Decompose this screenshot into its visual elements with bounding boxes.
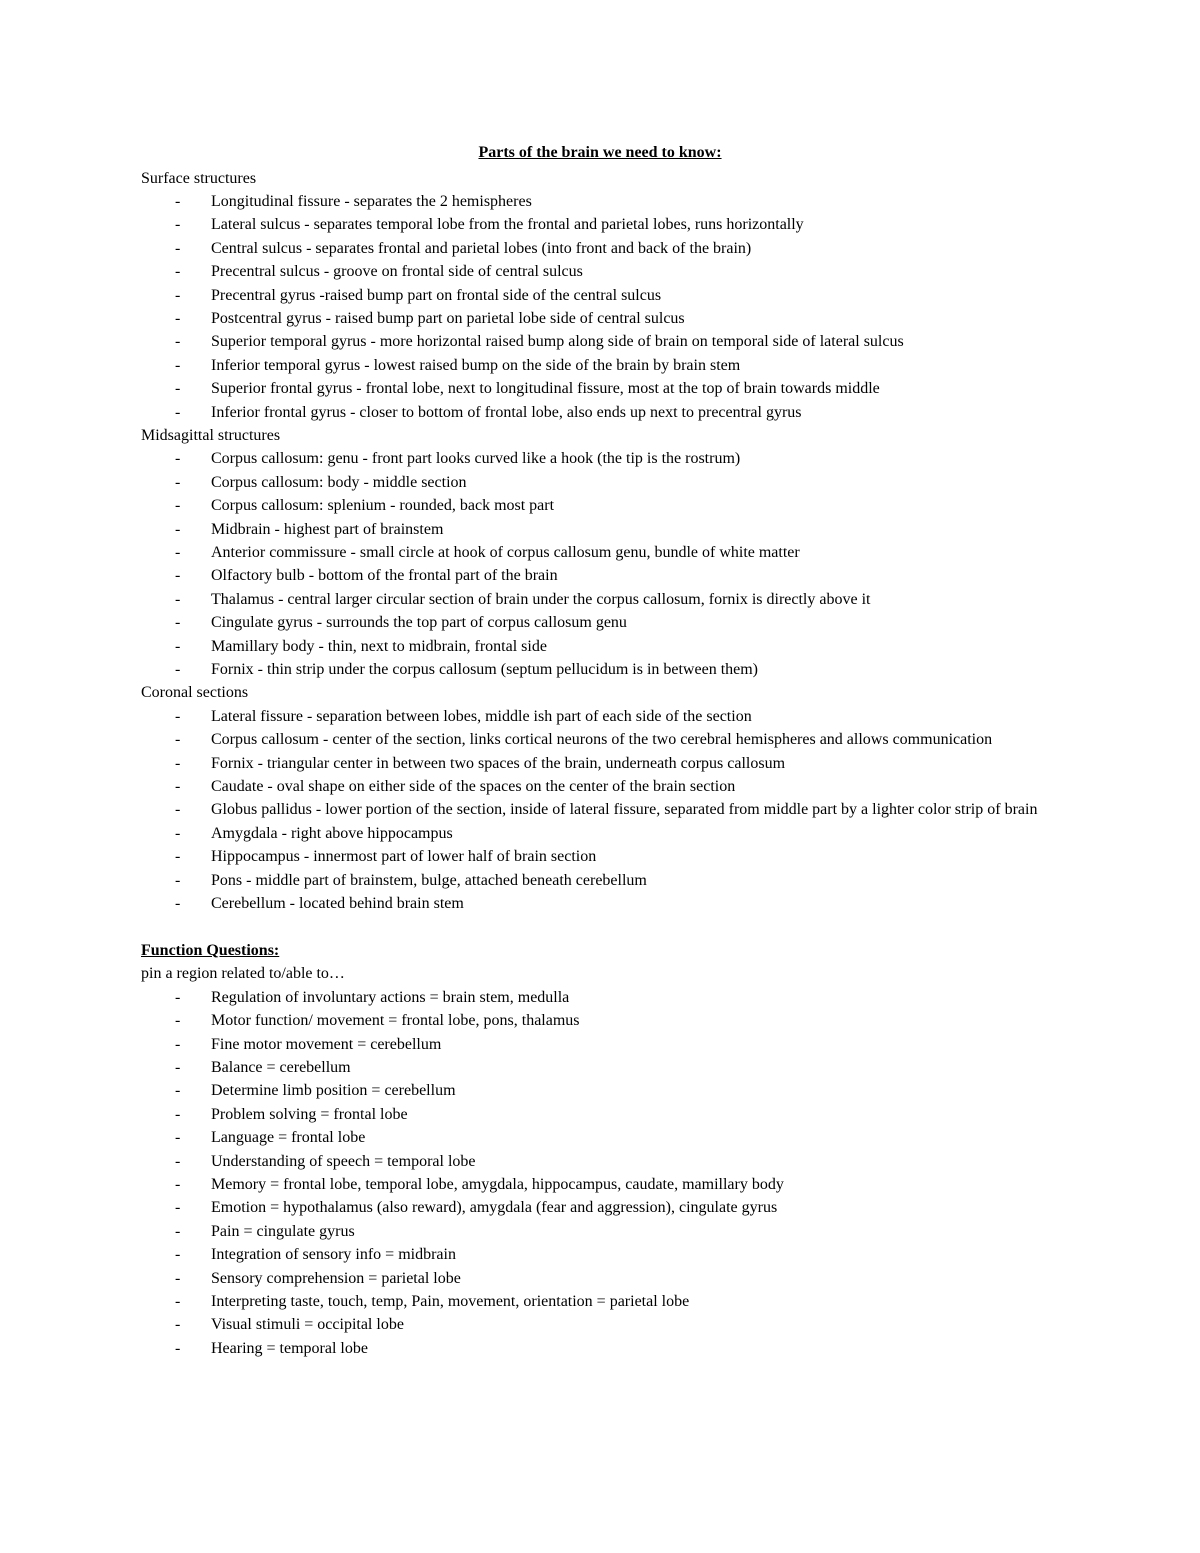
list-item xyxy=(141,869,1041,892)
list-item xyxy=(141,1196,1041,1219)
bullet-dash: - xyxy=(175,1105,181,1123)
list-item xyxy=(141,494,1041,517)
list-item-text: Mamillary body - thin, next to midbrain, frontal side xyxy=(211,637,547,655)
bullet-dash: - xyxy=(175,614,181,632)
list-item-text: Corpus callosum: body - middle section xyxy=(211,473,467,491)
bullet-dash: - xyxy=(175,848,181,866)
section-heading: Surface structures xyxy=(141,169,257,187)
section-heading: Midsagittal structures xyxy=(141,426,281,444)
bullet-dash: - xyxy=(175,1339,181,1357)
list-item xyxy=(141,1173,1041,1196)
blank-line xyxy=(141,916,1041,939)
list-item xyxy=(141,377,1041,400)
list-item-text: Motor function/ movement = frontal lobe, pons, thalamus xyxy=(211,1012,580,1030)
bullet-dash: - xyxy=(175,403,181,421)
list-item-text: Longitudinal fissure - separates the 2 hemispheres xyxy=(211,192,532,210)
bullet-dash: - xyxy=(175,707,181,725)
list-item-text: Sensory comprehension = parietal lobe xyxy=(211,1269,461,1287)
bullet-dash: - xyxy=(175,1082,181,1100)
list-item-text: Superior temporal gyrus - more horizontal raised bump along side of brain on temporal side of lateral sulcus xyxy=(211,333,904,351)
list-item xyxy=(141,307,1041,330)
bullet-dash: - xyxy=(175,286,181,304)
list-item xyxy=(141,541,1041,564)
list-item xyxy=(141,892,1041,915)
bullet-dash: - xyxy=(175,1269,181,1287)
bullet-dash: - xyxy=(175,1129,181,1147)
list-item xyxy=(141,658,1041,681)
bullet-dash: - xyxy=(175,192,181,210)
list-item-text: Superior frontal gyrus - frontal lobe, next to longitudinal fissure, most at the top of brain towards middle xyxy=(211,380,880,398)
list-item xyxy=(141,845,1041,868)
list-item-text: Cingulate gyrus - surrounds the top part of corpus callosum genu xyxy=(211,614,627,632)
list-item xyxy=(141,447,1041,470)
list-item-text: Lateral sulcus - separates temporal lobe from the frontal and parietal lobes, runs horizontally xyxy=(211,216,804,234)
bullet-dash: - xyxy=(175,988,181,1006)
list-item-text: Inferior frontal gyrus - closer to bottom of frontal lobe, also ends up next to precentral gyrus xyxy=(211,403,802,421)
list-item xyxy=(141,705,1041,728)
list-item xyxy=(141,798,1041,821)
list-item-text: Corpus callosum - center of the section, links cortical neurons of the two cerebral hemispheres and allows communication xyxy=(211,731,993,749)
list-item-text: Balance = cerebellum xyxy=(211,1058,351,1076)
section-heading: Coronal sections xyxy=(141,684,249,702)
list-item xyxy=(141,1243,1041,1266)
bullet-dash: - xyxy=(175,520,181,538)
bullet-dash: - xyxy=(175,309,181,327)
bullet-dash: - xyxy=(175,497,181,515)
item-list xyxy=(141,447,1041,681)
list-item-text: Corpus callosum: genu - front part looks curved like a hook (the tip is the rostrum) xyxy=(211,450,741,468)
section-surface-structures xyxy=(141,167,1041,424)
bullet-dash: - xyxy=(175,1199,181,1217)
list-item xyxy=(141,330,1041,353)
list-item xyxy=(141,1313,1041,1336)
list-item-text: Globus pallidus - lower portion of the section, inside of lateral fissure, separated from middle part by a lighter color strip of brain xyxy=(211,801,1038,819)
list-item-text: Memory = frontal lobe, temporal lobe, amygdala, hippocampus, caudate, mamillary body xyxy=(211,1175,784,1193)
bullet-dash: - xyxy=(175,263,181,281)
list-item-text: Integration of sensory info = midbrain xyxy=(211,1246,456,1264)
list-item-text: Problem solving = frontal lobe xyxy=(211,1105,408,1123)
list-item xyxy=(141,190,1041,213)
bullet-dash: - xyxy=(175,1152,181,1170)
list-item xyxy=(141,1337,1041,1360)
list-item xyxy=(141,1033,1041,1056)
bullet-dash: - xyxy=(175,871,181,889)
list-item-text: Determine limb position = cerebellum xyxy=(211,1082,456,1100)
list-item xyxy=(141,401,1041,424)
list-item xyxy=(141,986,1041,1009)
list-item-text: Midbrain - highest part of brainstem xyxy=(211,520,444,538)
list-item xyxy=(141,1056,1041,1079)
bullet-dash: - xyxy=(175,1292,181,1310)
list-item-text: Cerebellum - located behind brain stem xyxy=(211,895,464,913)
list-item-text: Postcentral gyrus - raised bump part on parietal lobe side of central sulcus xyxy=(211,309,685,327)
bullet-dash: - xyxy=(175,380,181,398)
bullet-dash: - xyxy=(175,637,181,655)
list-item-text: Thalamus - central larger circular section of brain under the corpus callosum, fornix is directly above it xyxy=(211,590,871,608)
list-item-text: Fine motor movement = cerebellum xyxy=(211,1035,442,1053)
list-item-text: Precentral gyrus -raised bump part on frontal side of the central sulcus xyxy=(211,286,662,304)
bullet-dash: - xyxy=(175,1035,181,1053)
list-item-text: Inferior temporal gyrus - lowest raised bump on the side of the brain by brain stem xyxy=(211,356,741,374)
list-item xyxy=(141,354,1041,377)
bullet-dash: - xyxy=(175,333,181,351)
item-list xyxy=(141,986,1041,1361)
bullet-dash: - xyxy=(175,356,181,374)
section-midsagittal-structures xyxy=(141,424,1041,681)
bullet-dash: - xyxy=(175,1316,181,1334)
list-item xyxy=(141,237,1041,260)
list-item xyxy=(141,1126,1041,1149)
list-item xyxy=(141,1079,1041,1102)
bullet-dash: - xyxy=(175,801,181,819)
bullet-dash: - xyxy=(175,450,181,468)
list-item xyxy=(141,1220,1041,1243)
list-item-text: Pons - middle part of brainstem, bulge, attached beneath cerebellum xyxy=(211,871,647,889)
bullet-dash: - xyxy=(175,216,181,234)
list-item xyxy=(141,1267,1041,1290)
list-item xyxy=(141,518,1041,541)
section-coronal-sections xyxy=(141,681,1041,915)
list-item-text: Anterior commissure - small circle at hook of corpus callosum genu, bundle of white matter xyxy=(211,544,800,561)
list-item-text: Precentral sulcus - groove on frontal side of central sulcus xyxy=(211,263,583,281)
list-item-text: Olfactory bulb - bottom of the frontal part of the brain xyxy=(211,567,558,585)
bullet-dash: - xyxy=(175,473,181,491)
list-item-text: Interpreting taste, touch, temp, Pain, movement, orientation = parietal lobe xyxy=(211,1292,690,1310)
list-item xyxy=(141,284,1041,307)
list-item xyxy=(141,611,1041,634)
list-item xyxy=(141,588,1041,611)
section-intro: pin a region related to/able to… xyxy=(141,965,345,983)
document-title: Parts of the brain we need to know: xyxy=(478,144,722,161)
list-item xyxy=(141,1009,1041,1032)
list-item-text: Understanding of speech = temporal lobe xyxy=(211,1152,476,1170)
list-item-text: Regulation of involuntary actions = brain stem, medulla xyxy=(211,988,570,1006)
bullet-dash: - xyxy=(175,544,181,561)
bullet-dash: - xyxy=(175,590,181,608)
list-item xyxy=(141,471,1041,494)
list-item-text: Fornix - thin strip under the corpus callosum (septum pellucidum is in between them) xyxy=(211,661,759,679)
list-item-text: Fornix - triangular center in between two spaces of the brain, underneath corpus callosum xyxy=(211,754,786,772)
bullet-dash: - xyxy=(175,895,181,913)
item-list xyxy=(141,705,1041,916)
bullet-dash: - xyxy=(175,824,181,842)
list-item xyxy=(141,1103,1041,1126)
bullet-dash: - xyxy=(175,1175,181,1193)
bullet-dash: - xyxy=(175,239,181,257)
item-list xyxy=(141,190,1041,424)
list-item xyxy=(141,635,1041,658)
list-item xyxy=(141,822,1041,845)
list-item-text: Visual stimuli = occipital lobe xyxy=(211,1316,404,1334)
list-item-text: Pain = cingulate gyrus xyxy=(211,1222,355,1240)
list-item-text: Hearing = temporal lobe xyxy=(211,1339,368,1357)
bullet-dash: - xyxy=(175,1222,181,1240)
list-item xyxy=(141,564,1041,587)
bullet-dash: - xyxy=(175,778,181,796)
document-page xyxy=(141,143,1041,1360)
list-item-text: Central sulcus - separates frontal and parietal lobes (into front and back of the brain) xyxy=(211,239,752,257)
bullet-dash: - xyxy=(175,567,181,585)
list-item-text: Language = frontal lobe xyxy=(211,1129,366,1147)
list-item-text: Lateral fissure - separation between lobes, middle ish part of each side of the section xyxy=(211,707,752,725)
bullet-dash: - xyxy=(175,1058,181,1076)
section-function-questions xyxy=(141,939,1041,1360)
list-item-text: Caudate - oval shape on either side of the spaces on the center of the brain section xyxy=(211,778,736,796)
section-heading: Function Questions: xyxy=(141,941,280,959)
list-item xyxy=(141,1290,1041,1313)
list-item xyxy=(141,728,1041,751)
bullet-dash: - xyxy=(175,731,181,749)
bullet-dash: - xyxy=(175,1012,181,1030)
bullet-dash: - xyxy=(175,661,181,679)
list-item xyxy=(141,260,1041,283)
bullet-dash: - xyxy=(175,754,181,772)
list-item xyxy=(141,1150,1041,1173)
list-item-text: Corpus callosum: splenium - rounded, back most part xyxy=(211,497,555,515)
list-item-text: Emotion = hypothalamus (also reward), amygdala (fear and aggression), cingulate gyrus xyxy=(211,1199,778,1217)
bullet-dash: - xyxy=(175,1246,181,1264)
list-item-text: Amygdala - right above hippocampus xyxy=(211,824,453,842)
list-item xyxy=(141,752,1041,775)
list-item xyxy=(141,775,1041,798)
list-item-text: Hippocampus - innermost part of lower half of brain section xyxy=(211,848,597,866)
list-item xyxy=(141,213,1041,236)
